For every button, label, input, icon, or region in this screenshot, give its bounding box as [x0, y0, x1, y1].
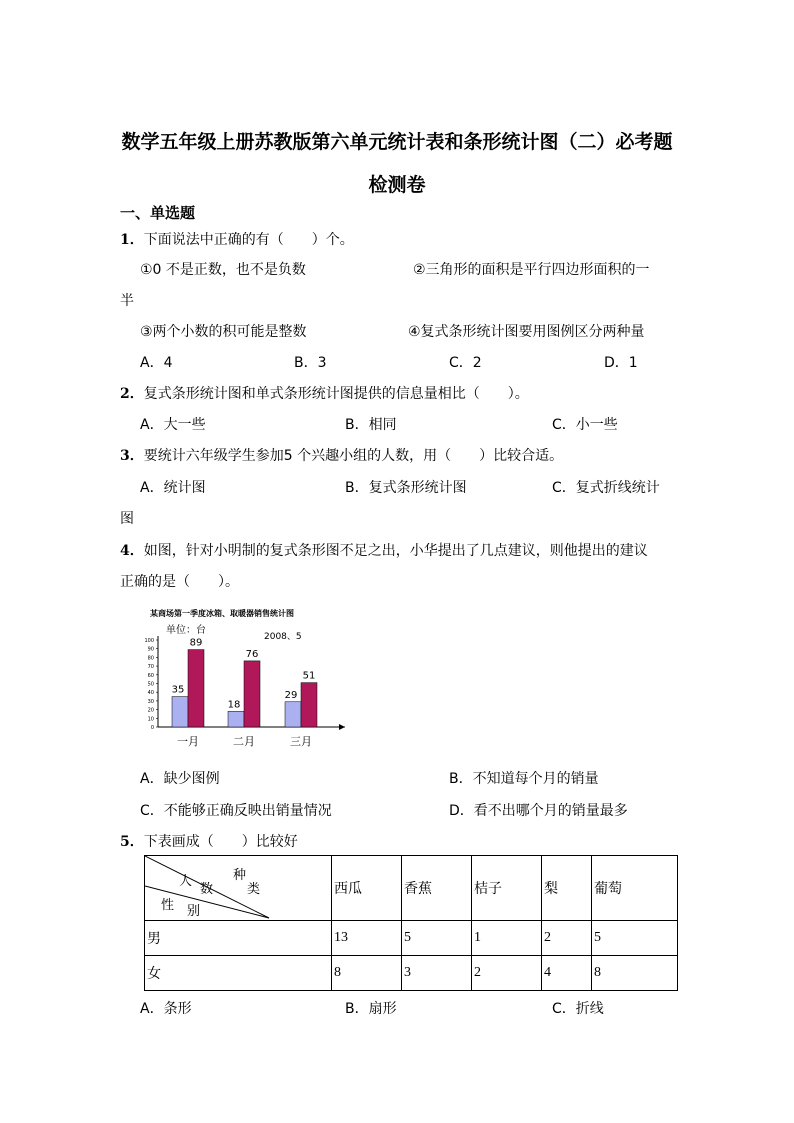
- data-label: 29: [284, 689, 298, 701]
- y-tick-label: 30: [147, 698, 154, 705]
- y-tick-label: 40: [147, 690, 154, 697]
- question-1: [120, 229, 354, 249]
- diag-kind-1: 种: [233, 867, 247, 882]
- x-tick-label: 二月: [233, 735, 255, 748]
- question-text: 如图，针对小明制的复式条形图不足之出，小华提出了几点建议，则他提出的建议: [143, 543, 648, 559]
- column-header: 桔子: [472, 856, 542, 921]
- option-b[interactable]: B．不知道每个月的销量: [449, 771, 599, 787]
- question-text: 下表画成（ ）比较好: [143, 834, 298, 850]
- chart-date: 2008、5: [264, 632, 302, 642]
- page-title-line2: 检测卷: [368, 174, 426, 196]
- data-label: 89: [189, 637, 203, 649]
- chart-unit: 单位：台: [166, 625, 206, 636]
- table-cell: 8: [332, 956, 402, 991]
- data-label: 76: [245, 648, 259, 660]
- y-tick-label: 0: [150, 725, 154, 731]
- option-d[interactable]: D．1: [604, 355, 638, 371]
- question-text: 要统计六年级学生参加5 个兴趣小组的人数，用（ ）比较合适。: [143, 448, 564, 464]
- option-c[interactable]: C．不能够正确反映出销量情况: [140, 803, 332, 819]
- data-table: [144, 855, 678, 991]
- section-heading: 一、单选题: [120, 204, 196, 222]
- bar: [172, 697, 188, 727]
- statement-3: ③两个小数的积可能是整数: [140, 324, 307, 340]
- table-cell: 3: [402, 956, 472, 991]
- y-tick-label: 70: [147, 664, 154, 671]
- y-tick-label: 80: [147, 655, 154, 662]
- question-text: 下面说法中正确的有（ ）个。: [143, 232, 354, 248]
- diagonal-header-cell: [145, 856, 332, 921]
- table-row: [145, 921, 678, 956]
- question-4-line2: 正确的是（ ）。: [120, 574, 239, 590]
- chart-title: 某商场第一季度冰箱、取暖器销售统计图: [150, 609, 294, 618]
- option-a[interactable]: A．4: [140, 355, 173, 371]
- column-header: 西瓜: [332, 856, 402, 921]
- question-number: 3．: [120, 448, 144, 464]
- bar: [228, 711, 244, 727]
- y-tick-label: 10: [147, 716, 154, 723]
- table-cell: 2: [542, 921, 592, 956]
- data-label: 35: [171, 684, 185, 696]
- question-4: [120, 540, 648, 560]
- column-header: 梨: [542, 856, 592, 921]
- bar: [301, 683, 317, 727]
- question-5: [120, 831, 298, 851]
- option-b[interactable]: B．相同: [345, 417, 397, 433]
- table-cell: 5: [592, 921, 678, 956]
- table-cell: 4: [542, 956, 592, 991]
- row-label: 女: [145, 956, 332, 991]
- option-a[interactable]: A．统计图: [140, 480, 206, 496]
- question-number: 4．: [120, 543, 144, 559]
- table-cell: 2: [472, 956, 542, 991]
- question-number: 5．: [120, 834, 144, 850]
- option-a[interactable]: A．条形: [140, 1001, 192, 1017]
- x-tick-label: 一月: [177, 735, 199, 748]
- question-2: [120, 383, 529, 403]
- statement-2-wrap: 半: [120, 293, 134, 309]
- option-c[interactable]: C．复式折线统计: [552, 480, 660, 496]
- table-row: [145, 956, 678, 991]
- bar: [188, 650, 204, 727]
- bar: [285, 702, 301, 727]
- option-c[interactable]: C．折线: [552, 1001, 604, 1017]
- diag-sex-2: 别: [187, 903, 201, 918]
- diag-kind-2: 类: [247, 881, 261, 896]
- option-a[interactable]: A．大一些: [140, 417, 206, 433]
- page-title: 数学五年级上册苏教版第六单元统计表和条形统计图（二）必考题: [121, 131, 673, 153]
- x-axis-arrow: [339, 724, 345, 730]
- option-c-wrap: 图: [120, 511, 134, 527]
- y-tick-label: 60: [147, 672, 154, 679]
- diag-sex-1: 性: [161, 897, 175, 912]
- statement-4: ④复式条形统计图要用图例区分两种量: [408, 324, 645, 340]
- y-tick-label: 20: [147, 707, 154, 714]
- column-header: 葡萄: [592, 856, 678, 921]
- column-header: 香蕉: [402, 856, 472, 921]
- option-b[interactable]: B．3: [294, 355, 327, 371]
- data-label: 51: [302, 670, 316, 682]
- option-c[interactable]: C．小一些: [552, 417, 618, 433]
- y-tick-label: 90: [147, 646, 154, 653]
- statement-2: ②三角形的面积是平行四边形面积的一: [413, 262, 650, 278]
- table-cell: 13: [332, 921, 402, 956]
- diag-count-2: 数: [200, 881, 214, 896]
- option-a[interactable]: A．缺少图例: [140, 771, 220, 787]
- table-cell: 8: [592, 956, 678, 991]
- question-3: [120, 445, 563, 465]
- table-header-row: [145, 856, 678, 921]
- diag-count-1: 人: [179, 873, 193, 888]
- option-b[interactable]: B．扇形: [345, 1001, 397, 1017]
- x-tick-label: 三月: [290, 735, 312, 748]
- table-cell: 1: [472, 921, 542, 956]
- row-label: 男: [145, 921, 332, 956]
- table-cell: 5: [402, 921, 472, 956]
- statement-1: ①0 不是正数，也不是负数: [140, 262, 306, 278]
- question-number: 1．: [120, 232, 144, 248]
- option-b[interactable]: B．复式条形统计图: [345, 480, 467, 496]
- bar-chart: [140, 604, 356, 752]
- option-d[interactable]: D．看不出哪个月的销量最多: [449, 803, 628, 819]
- data-label: 18: [227, 699, 241, 711]
- option-c[interactable]: C．2: [449, 355, 482, 371]
- question-number: 2．: [120, 386, 144, 402]
- question-text: 复式条形统计图和单式条形统计图提供的信息量相比（ ）。: [143, 386, 529, 402]
- y-tick-label: 50: [147, 681, 154, 688]
- bar: [244, 661, 260, 727]
- y-tick-label: 100: [144, 638, 154, 644]
